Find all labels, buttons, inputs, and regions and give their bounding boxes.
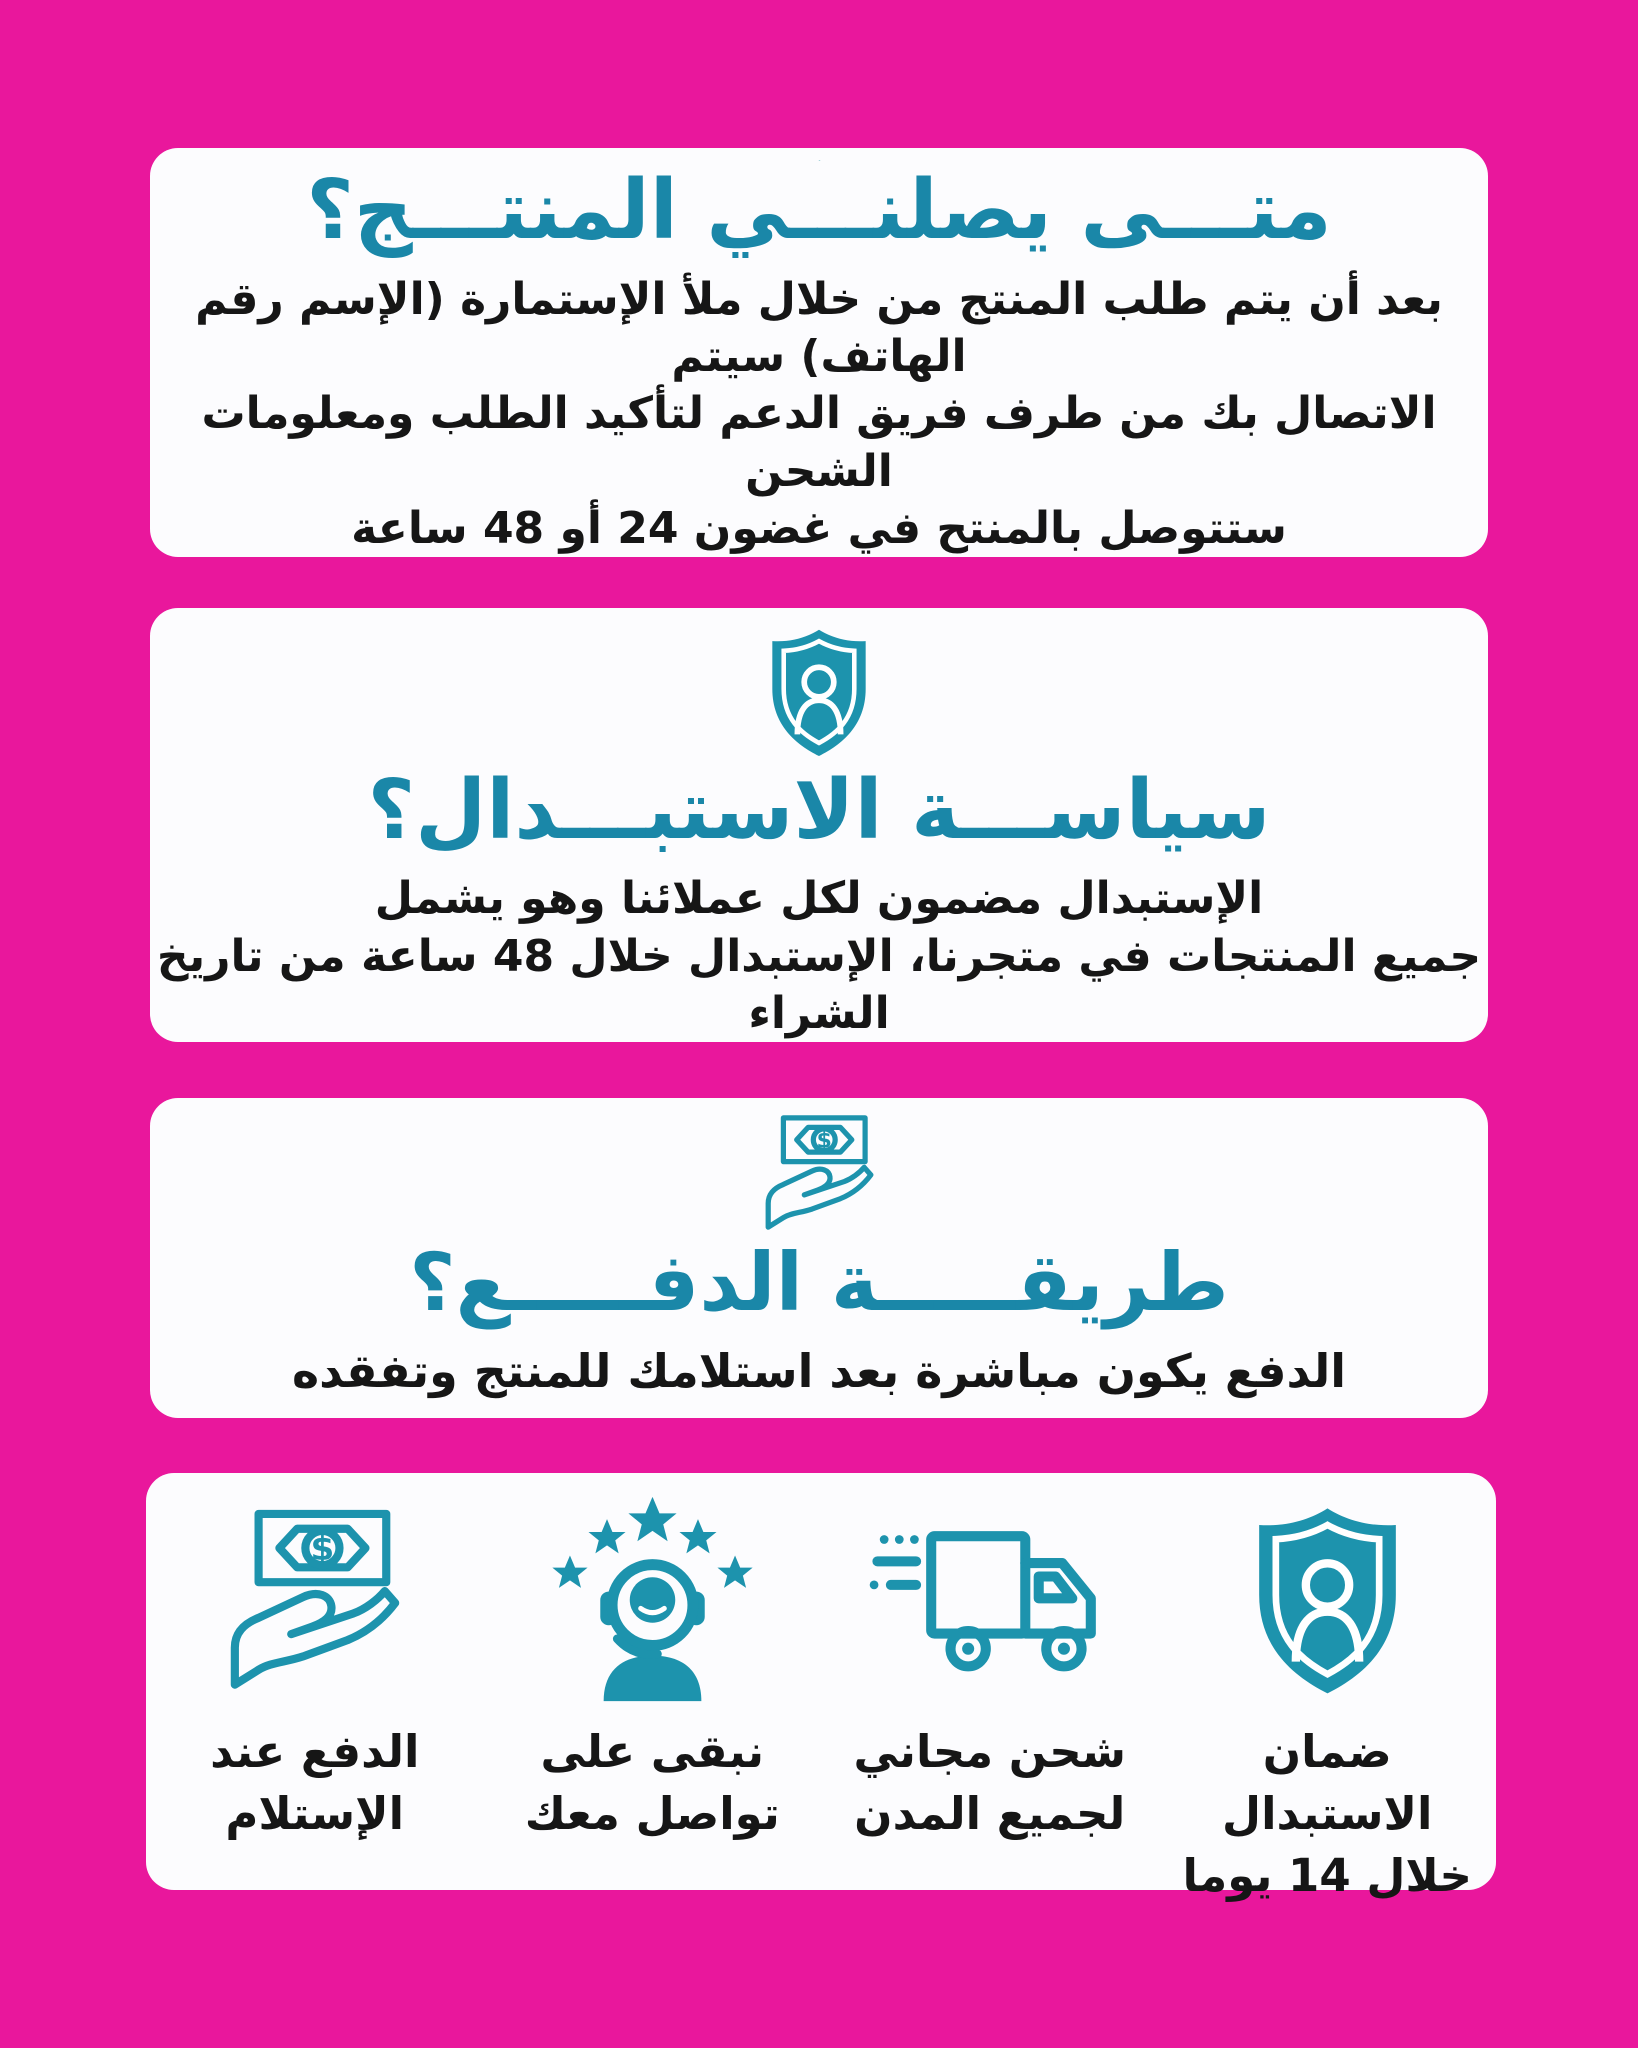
card-delivery-time [150, 148, 1488, 557]
feature-label-line: الدفع عند [210, 1725, 420, 1778]
feature-label-line: ضمان الاستبدال [1222, 1725, 1433, 1841]
feature-replacement-guarantee [1159, 1489, 1497, 1907]
delivery-truck-icon [864, 1516, 1116, 1684]
feature-icon-wrap [543, 1489, 762, 1711]
body-line: جميع المنتجات في متجرنا، الإستبدال خلال 48 ساعة من تاريخ الشراء [156, 930, 1482, 1039]
cash-hand-icon [211, 1505, 419, 1695]
body-line: الاتصال بك من طرف فريق الدعم لتأكيد الطلب ومعلومات الشحن [201, 388, 1437, 497]
feature-free-shipping [821, 1489, 1159, 1907]
feature-label-line: شحن مجاني [853, 1725, 1126, 1778]
card-title: متـــى يصلنـــي المنتـــج؟ [306, 163, 1332, 259]
feature-label [1159, 1721, 1497, 1907]
support-agent-icon [543, 1497, 762, 1703]
card-body [292, 1342, 1346, 1402]
shield-user-icon [757, 624, 881, 761]
features-row [146, 1489, 1496, 1907]
card-title: سياســـة الاستبـــدال؟ [367, 762, 1271, 858]
body-line: ستتوصل بالمنتح في غضون 24 أو 48 ساعة [351, 502, 1287, 554]
feature-cash-on-delivery [146, 1489, 484, 1907]
feature-stay-in-touch [484, 1489, 822, 1907]
feature-label [854, 1721, 1126, 1845]
card-service-features [146, 1473, 1496, 1903]
body-line: بعد أن يتم طلب المنتج من خلال ملأ الإستمارة (الإسم رقم الهاتف) سيتم [195, 274, 1443, 383]
body-line: الدفع يكون مباشرة بعد استلامك للمنتج وتفقده [291, 1343, 1347, 1398]
feature-label [210, 1721, 419, 1845]
feature-label-line: تواصل معك [524, 1787, 780, 1841]
feature-icon-wrap [864, 1489, 1116, 1711]
card-body [150, 870, 1488, 1042]
cash-hand-icon [753, 1112, 886, 1234]
feature-label-line: نبقى على [540, 1725, 764, 1778]
card-payment-method [150, 1098, 1488, 1418]
feature-icon-wrap [1244, 1489, 1411, 1711]
feature-label [525, 1721, 780, 1845]
feature-icon-wrap [211, 1489, 419, 1711]
card-body [150, 271, 1488, 557]
feature-label-line: خلال 14 يوما [1182, 1849, 1472, 1903]
feature-label-line: لجميع المدن [854, 1787, 1126, 1841]
card-title: طريقـــــة الدفـــــع؟ [409, 1236, 1229, 1329]
body-line: الإستبدال مضمون لكل عملائنا وهو يشمل [374, 873, 1264, 925]
shield-user-icon [1244, 1500, 1411, 1700]
delivery-truck-icon [731, 160, 908, 161]
feature-label-line: الإستلام [225, 1787, 405, 1841]
card-replacement-policy [150, 608, 1488, 1042]
